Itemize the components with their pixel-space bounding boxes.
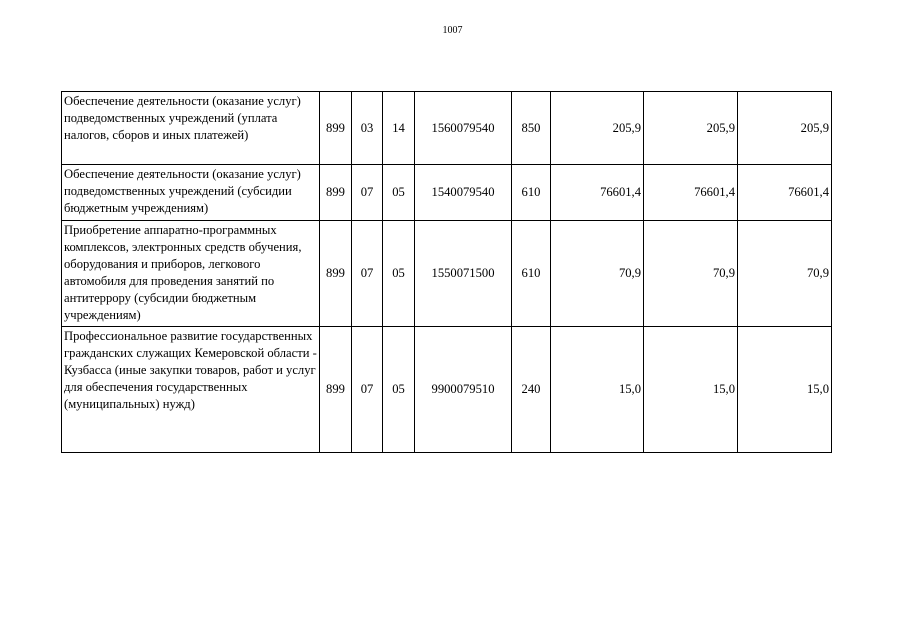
ministry-code-cell: 899	[320, 165, 352, 221]
expense-type-cell: 610	[512, 221, 551, 327]
amount-year3-cell: 15,0	[738, 327, 832, 453]
subsection-code-cell: 05	[383, 221, 415, 327]
table-row	[62, 92, 832, 165]
amount-year3-cell: 76601,4	[738, 165, 832, 221]
subsection-code-cell: 05	[383, 327, 415, 453]
amount-year1-cell: 76601,4	[551, 165, 644, 221]
amount-year2-cell: 70,9	[644, 221, 738, 327]
amount-year1-cell: 70,9	[551, 221, 644, 327]
amount-year1-cell: 15,0	[551, 327, 644, 453]
target-article-cell: 1550071500	[415, 221, 512, 327]
amount-year2-cell: 76601,4	[644, 165, 738, 221]
expense-type-cell: 610	[512, 165, 551, 221]
ministry-code-cell: 899	[320, 327, 352, 453]
amount-year3-cell: 70,9	[738, 221, 832, 327]
amount-year1-cell: 205,9	[551, 92, 644, 165]
amount-year2-cell: 205,9	[644, 92, 738, 165]
table-row	[62, 165, 832, 221]
expense-name-cell: Приобретение аппаратно-программных комплексов, электронных средств обучения, оборудования и приборов, легкового автомобиля для проведения занятий по антитеррору (субсидии бюджетным учреждениям)	[62, 221, 320, 327]
table-row	[62, 327, 832, 453]
target-article-cell: 1540079540	[415, 165, 512, 221]
section-code-cell: 03	[352, 92, 383, 165]
target-article-cell: 1560079540	[415, 92, 512, 165]
subsection-code-cell: 05	[383, 165, 415, 221]
section-code-cell: 07	[352, 165, 383, 221]
expense-name-cell: Обеспечение деятельности (оказание услуг) подведомственных учреждений (субсидии бюджетным учреждениям)	[62, 165, 320, 221]
subsection-code-cell: 14	[383, 92, 415, 165]
table-row	[62, 221, 832, 327]
expense-type-cell: 850	[512, 92, 551, 165]
budget-table	[61, 91, 832, 453]
expense-name-cell: Обеспечение деятельности (оказание услуг) подведомственных учреждений (уплата налогов, сборов и иных платежей)	[62, 92, 320, 165]
section-code-cell: 07	[352, 327, 383, 453]
amount-year3-cell: 205,9	[738, 92, 832, 165]
section-code-cell: 07	[352, 221, 383, 327]
expense-type-cell: 240	[512, 327, 551, 453]
amount-year2-cell: 15,0	[644, 327, 738, 453]
expense-name-cell: Профессиональное развитие государственных гражданских служащих Кемеровской области - Кузбасса (иные закупки товаров, работ и услуг для обеспечения государственных (муниципальных) нужд)	[62, 327, 320, 453]
ministry-code-cell: 899	[320, 221, 352, 327]
page-number: 1007	[442, 25, 463, 36]
ministry-code-cell: 899	[320, 92, 352, 165]
target-article-cell: 9900079510	[415, 327, 512, 453]
